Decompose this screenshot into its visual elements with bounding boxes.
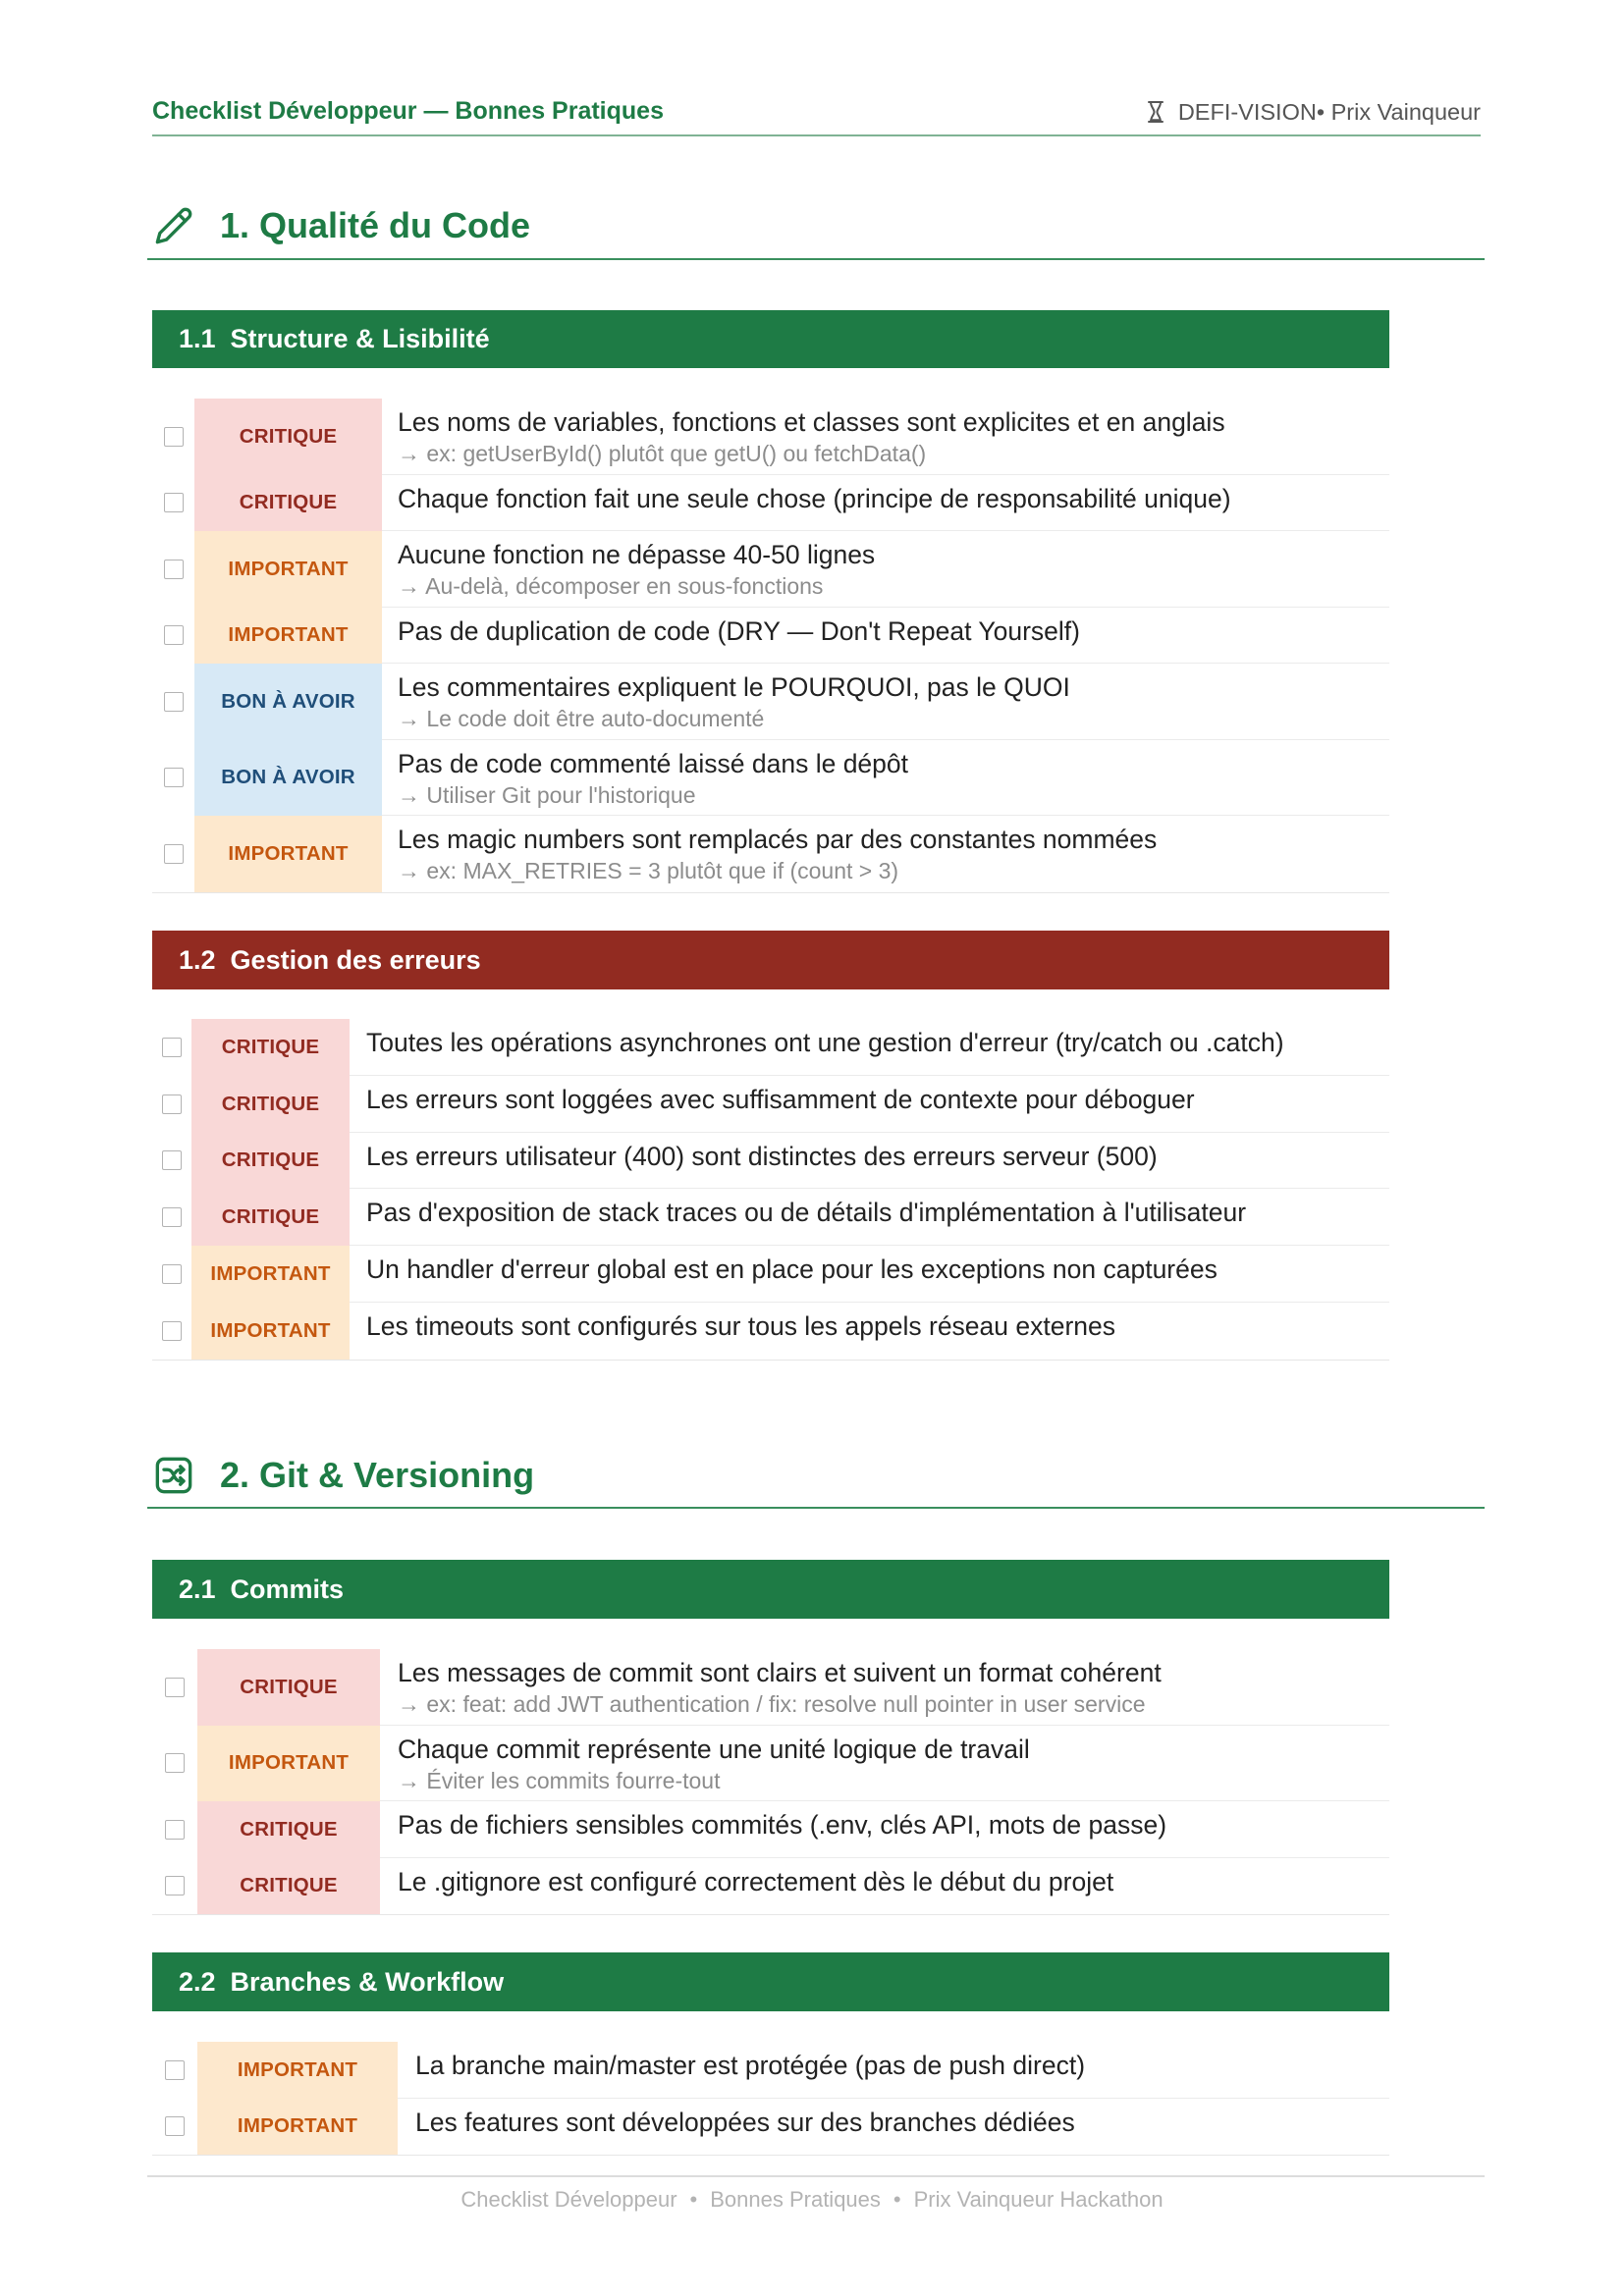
checklist-item [152,816,1389,892]
subsection-header [152,1560,1389,1619]
item-note: → Le code doit être auto-documenté [398,706,765,731]
item-text-cell [382,664,1389,740]
brand-label: DEFI-VISION• Prix Vainqueur [1177,99,1481,125]
checkbox-cell [152,608,194,665]
checklist-table [152,1649,1389,1915]
checkbox[interactable] [165,1876,185,1896]
checkbox-cell [152,1019,191,1076]
checkbox[interactable] [164,560,184,579]
subsection-title: Structure & Lisibilité [230,324,490,353]
checklist-item [152,1303,1389,1360]
item-text: Les erreurs sont loggées avec suffisamment de contexte pour déboguer [366,1084,1195,1114]
checkbox-cell [152,1801,197,1858]
checklist-item [152,1076,1389,1133]
item-text: Pas de duplication de code (DRY — Don't Repeat Yourself) [398,615,1080,646]
checkbox[interactable] [165,2116,185,2136]
checklist-item [152,1246,1389,1303]
checklist-item [152,2099,1389,2156]
checkbox[interactable] [164,692,184,712]
checklist-item [152,1649,1389,1726]
checkbox[interactable] [162,1150,182,1170]
item-text-cell [382,399,1389,475]
section-divider [147,258,1485,260]
checkbox-cell [152,1303,191,1360]
shuffle-icon [154,1456,193,1495]
item-note: → ex: feat: add JWT authentication / fix: resolve null pointer in user service [398,1691,1146,1717]
item-text-cell [382,740,1389,817]
header-divider [152,134,1481,136]
priority-badge: IMPORTANT [197,2042,398,2099]
priority-badge: BON À AVOIR [194,664,382,740]
item-text: La branche main/master est protégée (pas de push direct) [415,2051,1086,2080]
checklist-item [152,1801,1389,1858]
footer-part: Prix Vainqueur Hackathon [913,2187,1164,2212]
subsection-number: 2.2 [179,1966,216,1997]
subsection-number: 1.2 [179,944,216,975]
footer-part: Checklist Développeur [460,2187,677,2212]
footer-separator: • [689,2187,698,2212]
checklist-item [152,475,1389,532]
item-text-cell [382,816,1389,892]
item-text: Pas d'exposition de stack traces ou de détails d'implémentation à l'utilisateur [366,1198,1247,1228]
priority-badge: IMPORTANT [194,531,382,608]
section-divider [147,1507,1485,1509]
item-text-cell [398,2099,1389,2156]
checkbox[interactable] [162,1321,182,1341]
subsection-header [152,931,1389,989]
item-text-cell [382,608,1389,665]
checkbox-cell [152,1246,191,1303]
item-text-cell [350,1133,1389,1190]
checkbox[interactable] [164,625,184,645]
item-text: Les erreurs utilisateur (400) sont distinctes des erreurs serveur (500) [366,1141,1158,1171]
checkbox-cell [152,664,194,740]
subsection-number: 2.1 [179,1574,216,1604]
priority-badge: CRITIQUE [197,1649,380,1726]
page-footer [0,2186,1624,2214]
item-text-cell [350,1189,1389,1246]
item-note: → ex: MAX_RETRIES = 3 plutôt que if (count > 3) [398,858,899,883]
priority-badge: CRITIQUE [191,1189,350,1246]
section-heading [154,205,530,246]
checklist-item [152,1858,1389,1915]
item-text: Toutes les opérations asynchrones ont une gestion d'erreur (try/catch ou .catch) [366,1028,1284,1057]
item-note: → ex: getUserById() plutôt que getU() ou fetchData() [398,441,927,466]
checkbox[interactable] [165,1678,185,1697]
hourglass-icon [1146,100,1165,124]
subsection-header [152,1952,1389,2011]
checkbox[interactable] [164,493,184,512]
item-text: Un handler d'erreur global est en place pour les exceptions non capturées [366,1255,1218,1285]
checklist-item [152,740,1389,817]
priority-badge: IMPORTANT [197,1726,380,1802]
footer-part: Bonnes Pratiques [710,2187,881,2212]
priority-badge: BON À AVOIR [194,740,382,817]
subsection-title: Branches & Workflow [230,1966,505,1997]
checklist-table [152,1019,1389,1361]
item-text-cell [382,475,1389,532]
priority-badge: CRITIQUE [197,1801,380,1858]
item-note: → Au-delà, décomposer en sous-fonctions [398,573,824,599]
pencil-icon [154,206,193,245]
item-text-cell [350,1019,1389,1076]
item-text: Le .gitignore est configuré correctement dès le début du projet [398,1866,1114,1896]
checklist-item [152,608,1389,665]
item-text: Les timeouts sont configurés sur tous les appels réseau externes [366,1310,1116,1341]
priority-badge: CRITIQUE [191,1019,350,1076]
checklist-item [152,1726,1389,1802]
priority-badge: IMPORTANT [194,608,382,665]
priority-badge: IMPORTANT [191,1246,350,1303]
checkbox-cell [152,1858,197,1915]
checkbox-cell [152,1133,191,1190]
checkbox[interactable] [162,1264,182,1284]
checklist-item [152,399,1389,475]
checkbox-cell [152,816,194,892]
checkbox-cell [152,740,194,817]
item-text: Les features sont développées sur des branches dédiées [415,2107,1075,2137]
item-text: Les noms de variables, fonctions et classes sont explicites et en anglais [398,407,1225,437]
checklist-table [152,399,1389,893]
item-text: Les commentaires expliquent le POURQUOI, pas le QUOI [398,672,1070,702]
checkbox[interactable] [165,1820,185,1840]
item-text-cell [350,1076,1389,1133]
checklist-item [152,1133,1389,1190]
checkbox[interactable] [165,1753,185,1773]
checklist-item [152,664,1389,740]
checklist-item [152,1189,1389,1246]
item-note: → Éviter les commits fourre-tout [398,1767,721,1793]
item-text-cell [398,2042,1389,2099]
subsection-title: Commits [230,1574,345,1604]
item-text: Les magic numbers sont remplacés par des constantes nommées [398,825,1158,854]
footer-divider [147,2175,1485,2177]
checklist-item [152,531,1389,608]
priority-badge: CRITIQUE [191,1076,350,1133]
item-text: Chaque commit représente une unité logique de travail [398,1734,1030,1764]
checkbox[interactable] [162,1207,182,1227]
item-text-cell [380,1858,1389,1915]
priority-badge: CRITIQUE [194,475,382,532]
checkbox-cell [152,399,194,475]
checkbox[interactable] [164,844,184,864]
item-text: Pas de code commenté laissé dans le dépôt [398,748,909,778]
checklist-table [152,2042,1389,2156]
item-text: Les messages de commit sont clairs et suivent un format cohérent [398,1658,1162,1687]
subsection-number: 1.1 [179,324,216,353]
item-note: → Utiliser Git pour l'historique [398,781,696,808]
checkbox-cell [152,1189,191,1246]
priority-badge: CRITIQUE [191,1133,350,1190]
footer-separator: • [893,2187,901,2212]
document-header-title: Checklist Développeur — Bonnes Pratiques [152,97,664,125]
section-title: 1. Qualité du Code [220,205,531,245]
checkbox-cell [152,2099,197,2156]
priority-badge: IMPORTANT [197,2099,398,2156]
subsection-header [152,310,1389,368]
document-header-brand [1146,97,1481,127]
priority-badge: IMPORTANT [191,1303,350,1360]
checkbox[interactable] [164,427,184,447]
priority-badge: IMPORTANT [194,816,382,892]
checkbox-cell [152,2042,197,2099]
checklist-item [152,2042,1389,2099]
item-text-cell [380,1649,1389,1726]
checkbox-cell [152,1726,197,1802]
checklist-item [152,1019,1389,1076]
subsection-title: Gestion des erreurs [230,944,481,975]
item-text-cell [380,1801,1389,1858]
item-text-cell [350,1246,1389,1303]
section-title: 2. Git & Versioning [220,1455,535,1495]
checkbox-cell [152,1649,197,1726]
item-text-cell [382,531,1389,608]
checkbox[interactable] [165,2060,185,2080]
checkbox-cell [152,1076,191,1133]
checkbox[interactable] [162,1038,182,1057]
item-text: Aucune fonction ne dépasse 40-50 lignes [398,540,876,569]
item-text: Pas de fichiers sensibles commités (.env, clés API, mots de passe) [398,1810,1167,1840]
item-text: Chaque fonction fait une seule chose (principe de responsabilité unique) [398,483,1231,513]
checkbox[interactable] [162,1095,182,1114]
checkbox[interactable] [164,768,184,787]
checkbox-cell [152,475,194,532]
priority-badge: CRITIQUE [197,1858,380,1915]
priority-badge: CRITIQUE [194,399,382,475]
item-text-cell [380,1726,1389,1802]
section-heading [154,1455,534,1496]
checkbox-cell [152,531,194,608]
item-text-cell [350,1303,1389,1360]
